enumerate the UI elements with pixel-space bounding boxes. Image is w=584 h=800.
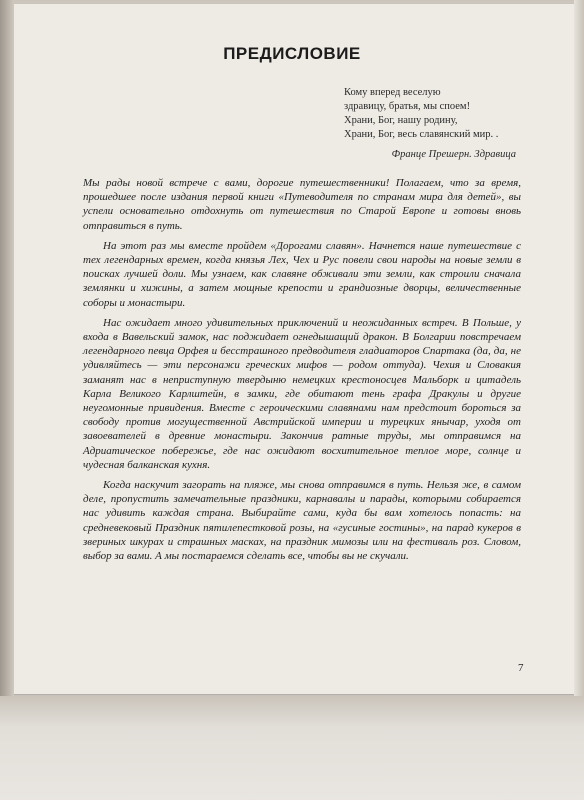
paragraph: Когда наскучит загорать на пляже, мы снова отправимся в путь. Нельзя же, в самом деле, пропустить замечательные праздники, карнавалы и парады, которыми собирается нас удивить каждая страна. Выбирайте сами, куда бы вам хотелось попасть: на средневековый Праздник пятилепестковой розы, на «гусиные гостины», на парад кукеров в звериных шкурах и страшных масках, на праздник мимозы или на фестиваль роз. Словом, выбор за вами. А мы постараемся сделать все, чтобы вы не скучали. [83, 479, 521, 563]
page-edge-shadow [574, 0, 584, 700]
epigraph-line: Храни, Бог, весь славянский мир. . [344, 129, 499, 140]
preface-body [83, 176, 521, 569]
epigraph-line: Кому вперед веселую [344, 87, 441, 98]
epigraph-source: Франце Прешерн. Здравица [391, 149, 516, 160]
book-spine-shadow [0, 0, 14, 700]
page-number: 7 [518, 662, 524, 674]
epigraph-line: Храни, Бог, нашу родину, [344, 115, 458, 126]
paragraph: Мы рады новой встрече с вами, дорогие путешественники! Полагаем, что за время, прошедшее после издания первой книги «Путеводителя по странам мира для детей», вы успели основательно отдохнуть от путешествия по Старой Европе и готовы вновь отправиться в путь. [83, 177, 521, 232]
epigraph [344, 86, 534, 162]
page-heading: ПРЕДИСЛОВИЕ [223, 44, 361, 63]
scan-background-bottom [0, 696, 584, 800]
paragraph: На этот раз мы вместе пройдем «Дорогами славян». Начнется наше путешествие с тех легендарных времен, когда князья Лех, Чех и Рус повели свои народы на новые земли в поисках лучшей доли. Мы узнаем, как славяне обживали эти земли, как строили сначала землянки и хижины, а затем мощные крепости и грандиозные дворцы, величественные соборы и монастыри. [83, 239, 521, 309]
paragraph: Нас ожидает много удивительных приключений и неожиданных встреч. В Польше, у входа в Вавельский замок, нас поджидает огнедышащий дракон. В Болгарии повстречаем легендарного певца Орфея и бесстрашного предводителя гладиаторов Спартака (да, да, не удивляйтесь — эти персонажи греческих мифов — родом оттуда). Чехия и Словакия заманят нас в неприступную твердыню немецких крестоносцев Мальборк и цитадель Карла Великого Карлштейн, в замки, где обитают тень графа Дракулы и другие неугомонные привидения. Вместе с героическими славянами нам предстоит бороться за свободу против могущественной Австрийской империи и турецких янычар, уходя от завоевателей в древние монастыри. Закончив ратные труды, мы отправимся на Адриатическое побережье, где нас ожидают восхитительное теплое море, солнце и чудесная балканская кухня. [83, 316, 521, 471]
epigraph-line: здравицу, братья, мы споем! [344, 101, 471, 112]
